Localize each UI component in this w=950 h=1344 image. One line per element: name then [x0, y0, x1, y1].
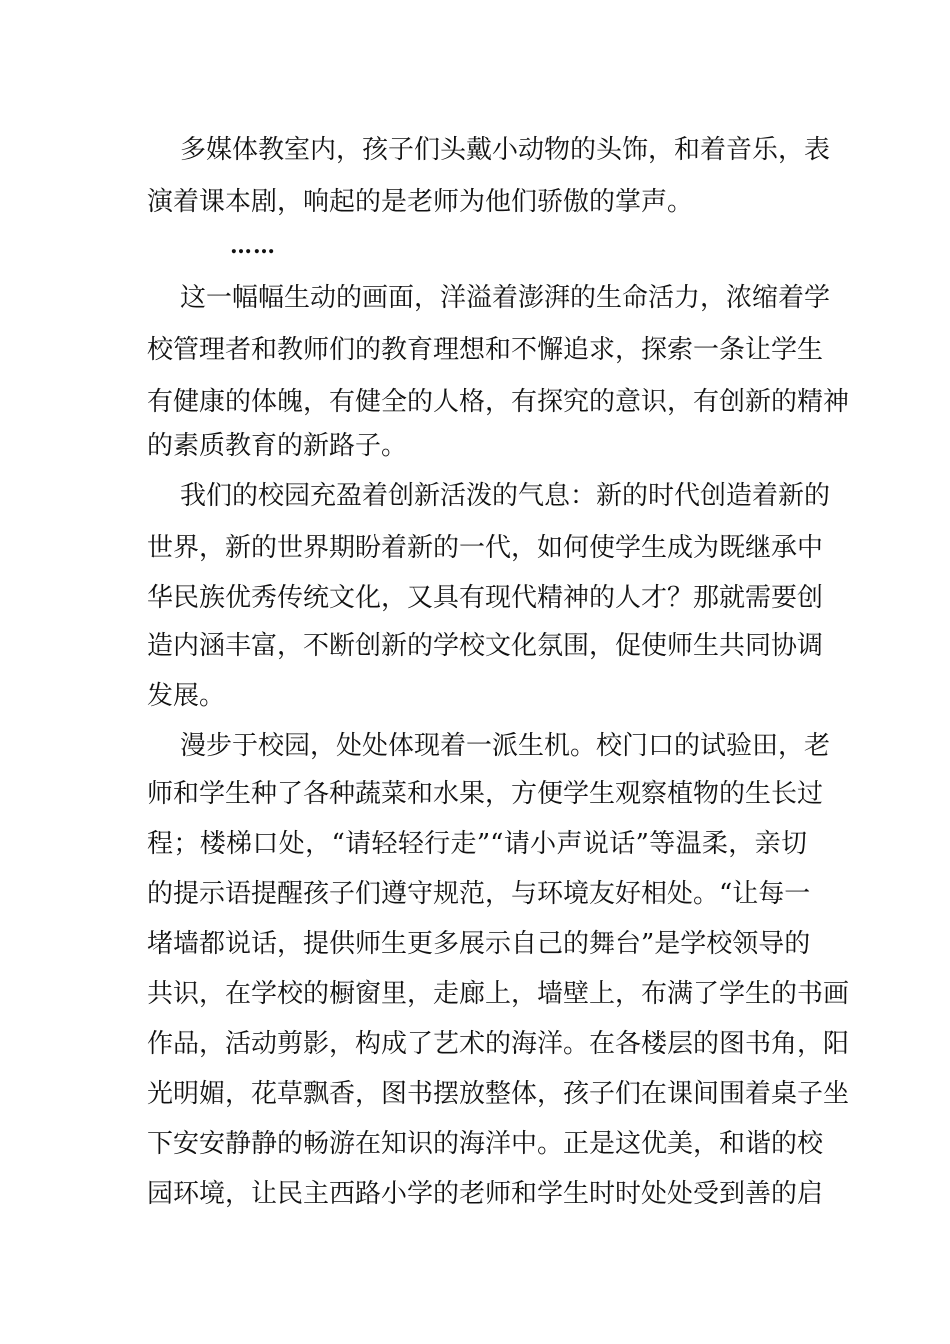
paragraph-4-line-7: 作品，活动剪影，构成了艺术的海洋。在各楼层的图书角，阳 [147, 1029, 850, 1059]
paragraph-4-line-3: 程；楼梯口处，“请轻轻行走”“请小声说话”等温柔，亲切 [147, 829, 807, 859]
paragraph-4-line-1: 漫步于校园，处处体现着一派生机。校门口的试验田，老 [180, 731, 831, 761]
paragraph-2-line-3: 有健康的体魄，有健全的人格，有探究的意识，有创新的精神 [147, 387, 850, 417]
paragraph-4-line-4: 的提示语提醒孩子们遵守规范，与环境友好相处。“让每一 [147, 879, 811, 909]
paragraph-4-line-9: 下安安静静的畅游在知识的海洋中。正是这优美，和谐的校 [147, 1129, 824, 1159]
paragraph-3-line-5: 发展。 [147, 681, 226, 711]
paragraph-4-line-6: 共识，在学校的橱窗里，走廊上，墙壁上，布满了学生的书画 [147, 979, 850, 1009]
paragraph-4-line-2: 师和学生种了各种蔬菜和水果，方便学生观察植物的生长过 [147, 779, 824, 809]
paragraph-2-line-2: 校管理者和教师们的教育理想和不懈追求，探索一条让学生 [147, 335, 824, 365]
paragraph-2-line-1: 这一幅幅生动的画面，洋溢着澎湃的生命活力，浓缩着学 [180, 283, 831, 313]
paragraph-1-line-1: 多媒体教室内，孩子们头戴小动物的头饰，和着音乐，表 [180, 135, 831, 165]
paragraph-4-line-5: 堵墙都说话，提供师生更多展示自己的舞台”是学校领导的 [147, 929, 811, 959]
paragraph-4-line-8: 光明媚，花草飘香，图书摆放整体，孩子们在课间围着桌子坐 [147, 1079, 850, 1109]
paragraph-3-line-1: 我们的校园充盈着创新活泼的气息：新的时代创造着新的 [180, 481, 831, 511]
paragraph-3-line-3: 华民族优秀传统文化，又具有现代精神的人才？那就需要创 [147, 583, 824, 613]
paragraph-3-line-4: 造内涵丰富，不断创新的学校文化氛围，促使师生共同协调 [147, 631, 824, 661]
paragraph-4-line-10: 园环境，让民主西路小学的老师和学生时时处处受到善的启 [147, 1179, 824, 1209]
paragraph-1-line-2: 演着课本剧，响起的是老师为他们骄傲的掌声。 [147, 187, 694, 217]
ellipsis-separator: …… [230, 233, 276, 259]
paragraph-3-line-2: 世界，新的世界期盼着新的一代，如何使学生成为既继承中 [147, 533, 824, 563]
paragraph-2-line-4: 的素质教育的新路子。 [147, 431, 408, 461]
